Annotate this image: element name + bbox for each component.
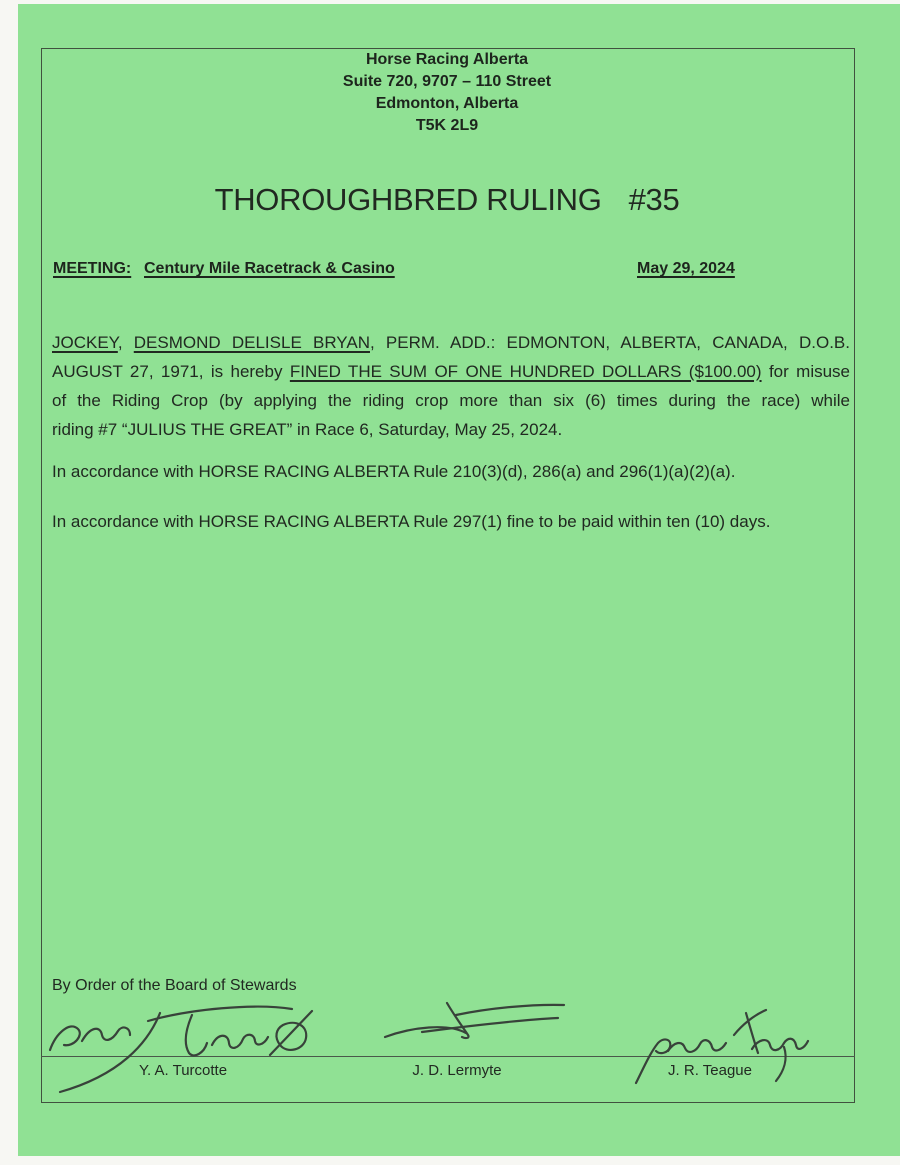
ruling-line-4: riding #7 “JULIUS THE GREAT” in Race 6, Saturday, May 25, 2024. [52,420,563,439]
lermyte-signature-icon [385,1003,564,1038]
letterhead [41,49,853,137]
document-title [41,182,853,218]
org-name: Horse Racing Alberta [365,51,529,68]
jockey-name: DESMOND DELISLE BRYAN [133,333,370,352]
payment-terms-paragraph: In accordance with HORSE RACING ALBERTA Rule 297(1) fine to be paid within ten (10) days. [52,512,771,531]
org-address: Suite 720, 9707 – 110 Street [342,73,552,90]
jockey-label: JOCKEY [52,333,118,352]
signatory-name: J. R. Teague [668,1062,752,1079]
ruling-line-1 [52,328,850,357]
ruling-paragraph [52,328,850,444]
ruling-line-3: of the Riding Crop (by applying the riding crop more than six (6) times during the race) while [52,391,850,410]
ruling-text: , PERM. ADD.: EDMONTON, ALBERTA, CANADA, D.O.B. [369,333,850,352]
meeting-date: May 29, 2024 [637,260,735,277]
ruling-text: for misuse [761,362,851,381]
org-postal-code: T5K 2L9 [415,117,479,134]
ruling-text: , [117,333,134,352]
fine-amount: FINED THE SUM OF ONE HUNDRED DOLLARS ($100.00) [289,362,762,381]
org-city: Edmonton, Alberta [375,95,519,112]
signatory-name: Y. A. Turcotte [138,1062,228,1079]
signatory-name: J. D. Lermyte [412,1062,502,1079]
meeting-venue: Century Mile Racetrack & Casino [144,260,395,277]
meeting-row [0,258,900,280]
title-text: THOROUGHBRED RULING [214,182,602,217]
rules-cited-paragraph: In accordance with HORSE RACING ALBERTA Rule 210(3)(d), 286(a) and 296(1)(a)(2)(a). [52,462,736,481]
ruling-text: AUGUST 27, 1971, is hereby [52,362,290,381]
ruling-number: #35 [628,182,680,217]
ruling-line-2 [52,357,850,386]
meeting-label: MEETING: [53,260,132,277]
board-order-statement: By Order of the Board of Stewards [52,977,297,994]
